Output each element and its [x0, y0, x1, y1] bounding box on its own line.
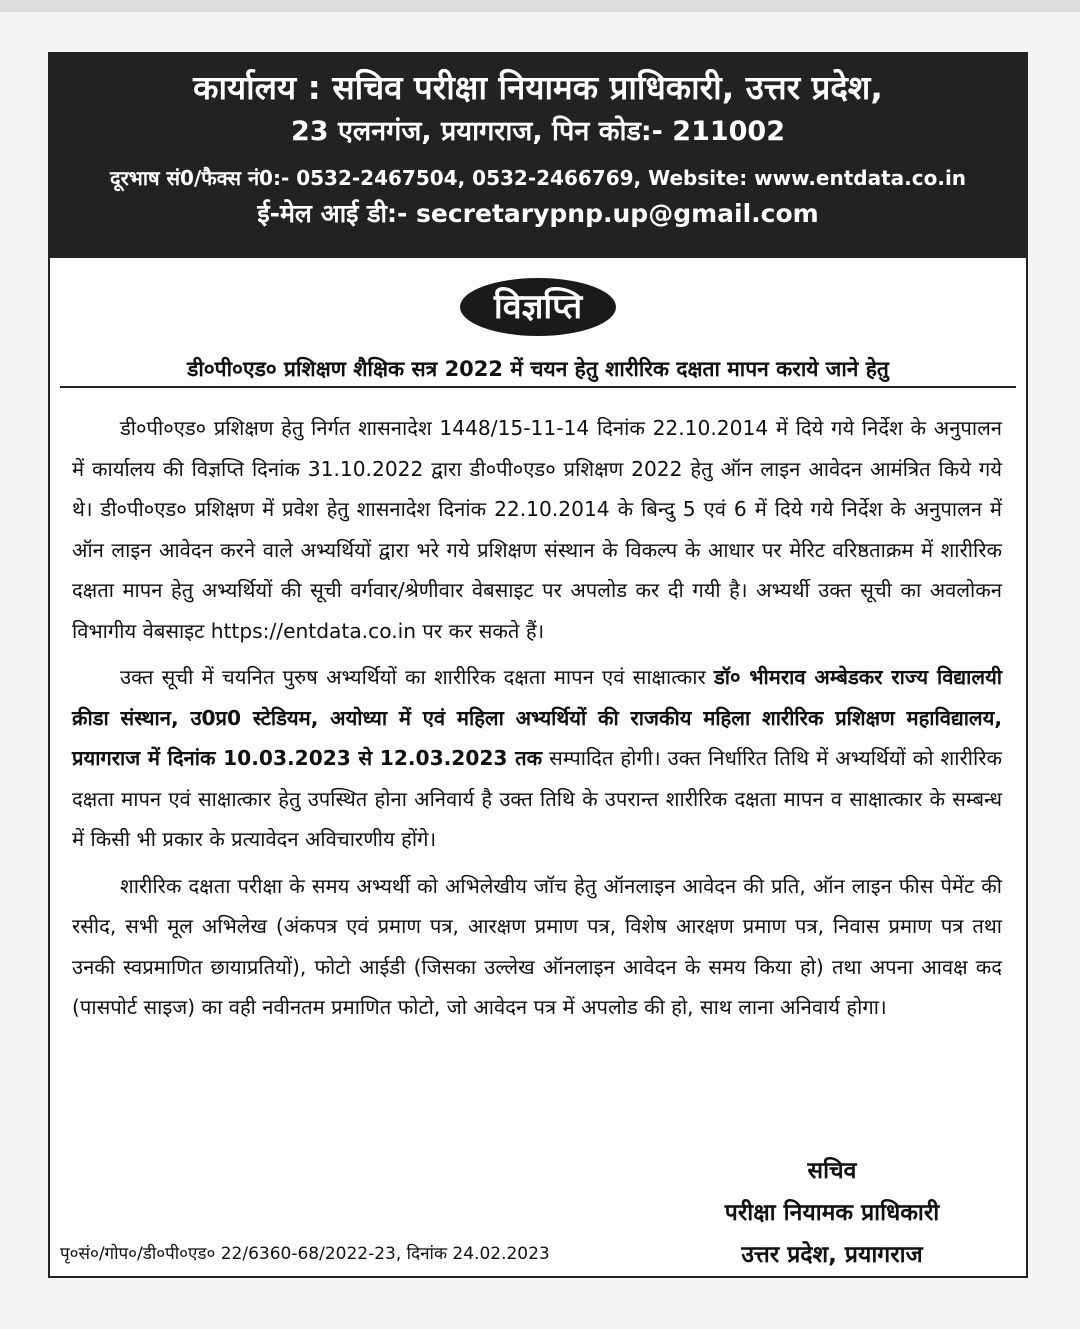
top-strip	[0, 0, 1080, 12]
paragraph-1: डी०पी०एड० प्रशिक्षण हेतु निर्गत शासनादेश 1448/15-11-14 दिनांक 22.10.2014 में दिये गये निर्देश के अनुपालन में कार्यालय की विज्ञप्ति दिनांक 31.10.2022 द्वारा डी०पी०एड० प्रशिक्षण 2022 हेतु ऑन लाइन आवेदन आमंत्रित किये गये थे। डी०पी०एड० प्रशिक्षण में प्रवेश हेतु शासनादेश दिनांक 22.10.2014 के बिन्दु 5 एवं 6 में दिये गये निर्देश के अनुपालन में ऑन लाइन आवेदन करने वाले अभ्यर्थियों द्वारा भरे गये प्रशिक्षण संस्थान के विकल्प के आधार पर मेरिट वरिष्ठताक्रम में शारीरिक दक्षता मापन हेतु अभ्यर्थियों की सूची वर्गवार/श्रेणीवार वेबसाइट पर अपलोड कर दी गयी है। अभ्यर्थी उक्त सूची का अवलोकन विभागीय वेबसाइट https://entdata.co.in पर कर सकते हैं।	[72, 416, 1002, 643]
office-name: कार्यालय : सचिव परीक्षा नियामक प्राधिकारी, उत्तर प्रदेश,	[193, 68, 883, 107]
paragraph-2-venue-dates: डॉ० भीमराव अम्बेडकर राज्य विद्यालयी क्रीडा संस्थान, उ0प्र0 स्टेडियम, अयोध्या में एवं महिला अभ्यर्थियों की राजकीय महिला शारीरिक प्रशिक्षण महाविद्यालय, प्रयागराज में दिनांक 10.03.2023 से 12.03.2023 तक	[72, 665, 1002, 770]
signatory-location: उत्तर प्रदेश, प्रयागराज	[741, 1242, 923, 1268]
paragraph-2	[72, 657, 1002, 860]
office-header	[50, 54, 1026, 258]
contact-phone-website: दूरभाष सं0/फैक्स नं0:- 0532-2467504, 0532-2466769, Website: www.entdata.co.in	[109, 166, 967, 190]
paragraph-2-part-1: उक्त सूची में चयनित पुरुष अभ्यर्थियों का शारीरिक दक्षता मापन एवं साक्षात्कार	[120, 665, 714, 689]
signatory-title: सचिव	[807, 1158, 857, 1184]
notice-document	[48, 52, 1028, 1278]
contact-email: ई-मेल आई डी:- secretarypnp.up@gmail.com	[257, 199, 819, 228]
notice-body	[50, 388, 1026, 1028]
reference-number: पृ०सं०/गोप०/डी०पी०एड० 22/6360-68/2022-23, दिनांक 24.02.2023	[60, 1244, 550, 1264]
badge-wrap	[50, 278, 1026, 338]
paragraph-3: शारीरिक दक्षता परीक्षा के समय अभ्यर्थी को अभिलेखीय जॉच हेतु ऑनलाइन आवेदन की प्रति, ऑन लाइन फीस पेमेंट की रसीद, सभी मूल अभिलेख (अंकपत्र एवं प्रमाण पत्र, आरक्षण प्रमाण पत्र, विशेष आरक्षण प्रमाण पत्र, निवास प्रमाण पत्र तथा उनकी स्वप्रमाणित छायाप्रतियों), फोटो आईडी (जिसका उल्लेख ऑनलाइन आवेदन के समय किया हो) तथा अपना आवक्ष कद (पासपोर्ट साइज) का वही नवीनतम प्रमाणित फोटो, जो आवेदन पत्र में अपलोड की हो, साथ लाना अनिवार्य होगा।	[72, 873, 1002, 1019]
paragraph-2-part-2: सम्पादित होगी। उक्त निर्धारित तिथि में अभ्यर्थियों को शारीरिक दक्षता मापन एवं साक्षात्कार हेतु उपस्थित होना अनिवार्य है उक्त तिथि के उपरान्त शारीरिक दक्षता मापन व साक्षात्कार के सम्बन्ध में किसी भी प्रकार के प्रत्यावेदन अविचारणीय होंगे।	[72, 746, 1002, 851]
signatory-office: परीक्षा नियामक प्राधिकारी	[724, 1200, 940, 1226]
notice-subject: डी०पी०एड० प्रशिक्षण शैक्षिक सत्र 2022 में चयन हेतु शारीरिक दक्षता मापन कराये जाने हेतु	[60, 352, 1016, 388]
signature-block	[682, 1150, 982, 1276]
office-address: 23 एलनगंज, प्रयागराज, पिन कोड:- 211002	[290, 116, 786, 147]
notice-badge: विज्ञप्ति	[460, 278, 616, 336]
